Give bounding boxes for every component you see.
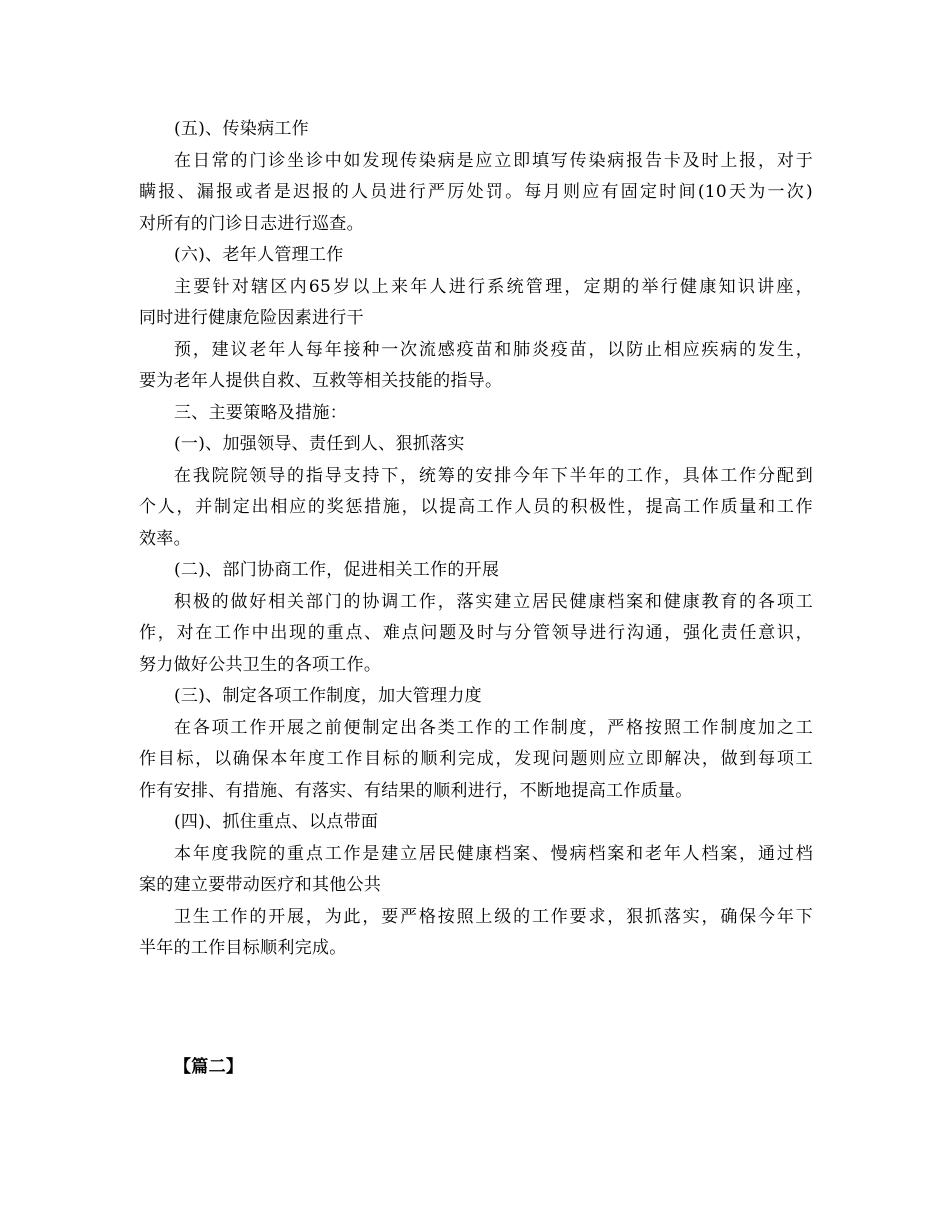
text-line: 本年度我院的重点工作是建立居民健康档案、慢病档案和老年人档案，通过档: [174, 843, 813, 864]
text-line: 作有安排、有措施、有落实、有结果的顺利进行，不断地提高工作质量。: [139, 780, 693, 801]
text-line: 半年的工作目标顺利完成。: [139, 938, 347, 958]
text-line: 同时进行健康危险因素进行干: [139, 308, 364, 328]
text-line: (五)、传染病工作: [174, 119, 309, 139]
text-line: 积极的做好相关部门的协调工作，落实建立居民健康档案和健康教育的各项工: [174, 591, 813, 612]
part-heading-container: [139, 1044, 813, 1084]
text-line: (六)、老年人管理工作: [174, 245, 344, 265]
text-line: 作目标，以确保本年度工作目标的顺利完成，发现问题则应立即解决，做到每项工: [139, 749, 813, 769]
text-line: (一)、加强领导、责任到人、狠抓落实: [174, 434, 465, 454]
text-line: 预，建议老年人每年接种一次流感疫苗和肺炎疫苗，以防止相应疾病的发生，: [174, 339, 813, 360]
text-line: 个人，并制定出相应的奖惩措施，以提高工作人员的积极性，提高工作质量和工作: [139, 497, 813, 517]
part-heading: 【篇二】: [174, 1057, 244, 1077]
text-line: 卫生工作的开展，为此，要严格按照上级的工作要求，狠抓落实，确保今年下: [174, 906, 813, 927]
text-line: 要为老年人提供自救、互救等相关技能的指导。: [139, 371, 503, 391]
text-line: 对所有的门诊日志进行巡查。: [139, 213, 364, 234]
text-line: 效率。: [139, 528, 191, 549]
text-line: 在各项工作开展之前便制定出各类工作的工作制度，严格按照工作制度加之工: [174, 717, 813, 738]
text-line: 主要针对辖区内65岁以上来年人进行系统管理，定期的举行健康知识讲座，: [174, 276, 813, 297]
text-line: 作，对在工作中出现的重点、难点问题及时与分管领导进行沟通，强化责任意识，: [139, 623, 813, 643]
text-line: 在我院院领导的指导支持下，统筹的安排今年下半年的工作，具体工作分配到: [174, 465, 813, 486]
text-line: 三、主要策略及措施：: [174, 402, 347, 423]
text-line: (二)、部门协商工作，促进相关工作的开展: [174, 560, 500, 580]
text-line: (四)、抓住重点、以点带面: [174, 812, 379, 832]
document-body: [139, 114, 813, 965]
text-line: 努力做好公共卫生的各项工作。: [139, 654, 382, 675]
text-line: (三)、制定各项工作制度，加大管理力度: [174, 686, 482, 706]
text-line: 案的建立要带动医疗和其他公共: [139, 875, 382, 895]
text-line: 在日常的门诊坐诊中如发现传染病是应立即填写传染病报告卡及时上报，对于: [174, 150, 813, 171]
text-line: 瞒报、漏报或者是迟报的人员进行严厉处罚。每月则应有固定时间(10天为一次): [139, 182, 813, 202]
